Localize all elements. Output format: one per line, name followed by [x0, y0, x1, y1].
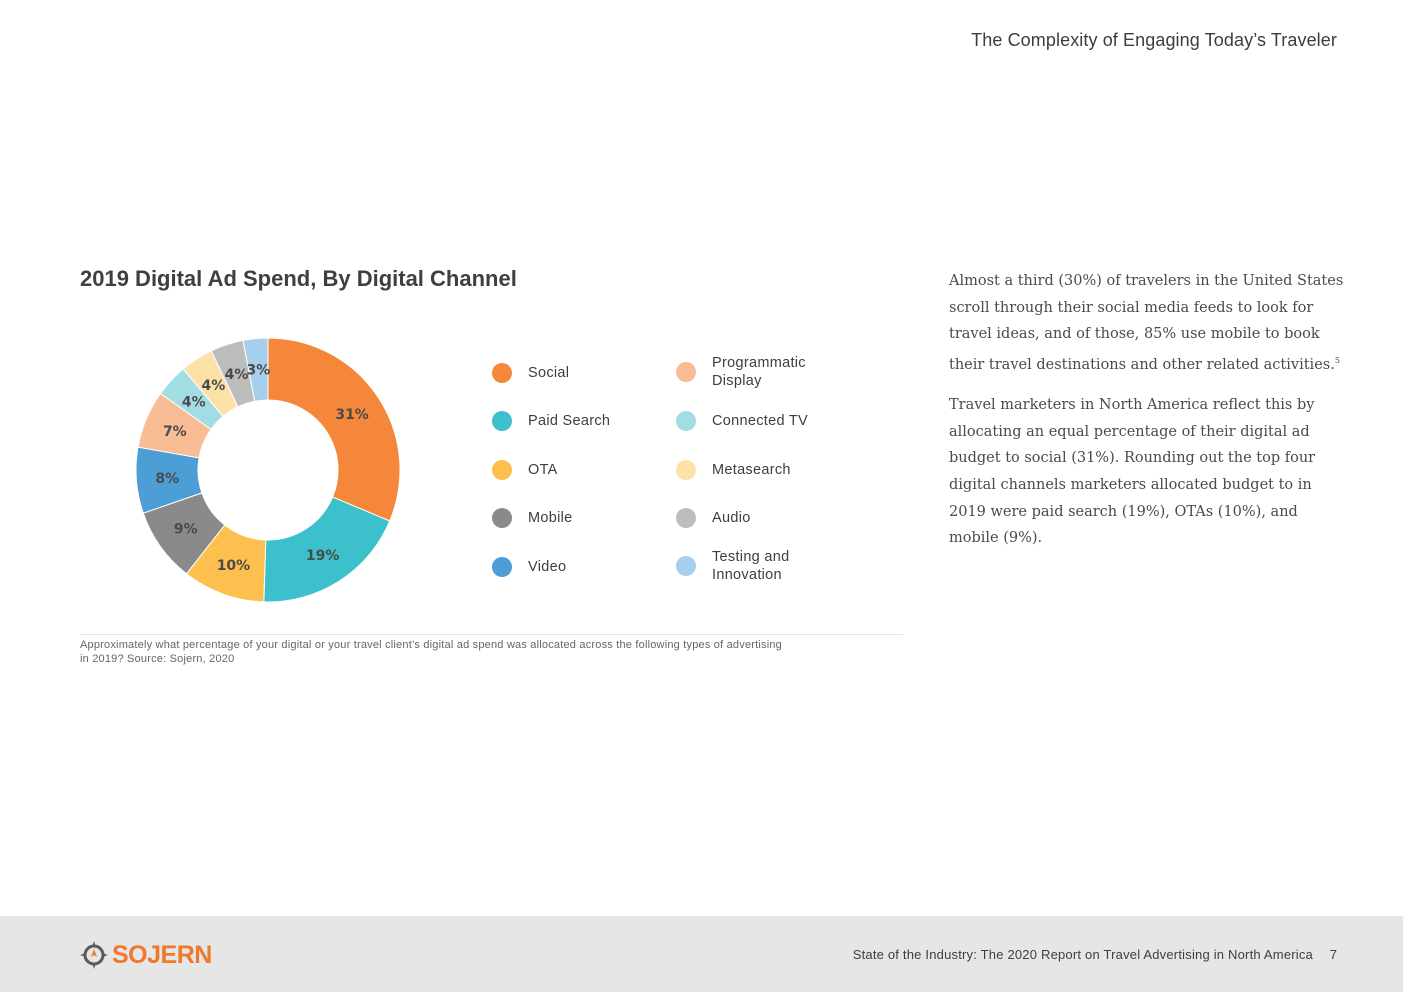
- data-label-testing-and-innovation: 3%: [246, 362, 271, 379]
- logo-wordmark: SOJERN: [112, 940, 212, 969]
- legend-swatch: [676, 362, 696, 382]
- legend-swatch: [676, 411, 696, 431]
- legend-item-audio: [676, 508, 751, 528]
- chart-caption: [80, 638, 810, 666]
- chart-title: 2019 Digital Ad Spend, By Digital Channel: [80, 266, 517, 291]
- caption-line: in 2019? Source: Sojern, 2020: [80, 653, 235, 665]
- legend-item-video: [492, 557, 566, 577]
- legend-item-paid-search: [492, 411, 610, 431]
- page-number: 7: [1329, 947, 1337, 962]
- legend-label: Metasearch: [712, 462, 791, 478]
- page-header-title: The Complexity of Engaging Today’s Traveler: [971, 30, 1337, 50]
- body-paragraph: [949, 268, 1344, 378]
- page-footer: [0, 916, 1403, 992]
- data-label-audio: 4%: [224, 367, 249, 384]
- legend-label: Video: [528, 559, 567, 575]
- data-label-connected-tv: 4%: [181, 394, 206, 411]
- caption-line: Approximately what percentage of your digital or your travel client’s digital ad spend was allocated across the following types of advertising: [80, 639, 783, 651]
- legend-item-programmatic-display: [676, 354, 806, 390]
- legend-label-line: Display: [712, 373, 762, 389]
- footnote-marker: 5: [1334, 355, 1340, 365]
- legend-item-mobile: [492, 508, 573, 528]
- legend-label: [712, 548, 789, 584]
- legend-label: Paid Search: [528, 413, 611, 429]
- legend-item-social: [492, 363, 569, 383]
- legend-label: Mobile: [528, 510, 573, 526]
- legend-item-ota: [492, 460, 558, 480]
- report-title: State of the Industry: The 2020 Report on Travel Advertising in North America: [852, 947, 1313, 962]
- legend-swatch: [492, 411, 512, 431]
- legend-swatch: [492, 557, 512, 577]
- body-copy: [949, 268, 1344, 566]
- legend-label: Social: [528, 365, 570, 381]
- data-label-ota: 10%: [216, 557, 251, 574]
- legend-label: Audio: [712, 510, 751, 526]
- legend-swatch: [676, 556, 696, 576]
- body-paragraph-text: Almost a third (30%) of travelers in the United States scroll through their social media feeds to look for travel ideas, and of those, 85% use mobile to book their travel destinations and other related activities.: [949, 273, 1344, 373]
- legend-item-testing-and-innovation: [676, 548, 789, 584]
- donut-chart: [80, 325, 460, 615]
- legend-swatch: [676, 460, 696, 480]
- legend-swatch: [492, 460, 512, 480]
- sojern-logo: [80, 940, 212, 970]
- legend-swatch: [492, 363, 512, 383]
- legend-label: Connected TV: [712, 413, 809, 429]
- data-label-video: 8%: [155, 471, 180, 488]
- legend-swatch: [492, 508, 512, 528]
- body-paragraph: Travel marketers in North America reflect this by allocating an equal percentage of their digital ad budget to social (31%). Rounding out the top four digital channels marketers allocated budget to in 2019 were paid search (19%), OTAs (10%), and mobile (9%).: [949, 397, 1316, 547]
- data-label-mobile: 9%: [173, 521, 198, 538]
- data-label-programmatic-display: 7%: [162, 423, 187, 440]
- data-label-social: 31%: [335, 407, 369, 424]
- legend-label: [712, 354, 806, 390]
- data-label-metasearch: 4%: [201, 378, 226, 395]
- legend-swatch: [676, 508, 696, 528]
- legend-label-line: Programmatic: [712, 355, 806, 371]
- compass-icon: [80, 940, 108, 970]
- caption-divider: [80, 634, 903, 635]
- legend-item-connected-tv: [676, 411, 808, 431]
- legend-label-line: Testing and: [712, 549, 790, 565]
- legend-label: OTA: [528, 462, 558, 478]
- legend-item-metasearch: [676, 460, 791, 480]
- legend-label-line: Innovation: [712, 567, 782, 583]
- slice-social: [268, 338, 400, 521]
- data-label-paid-search: 19%: [305, 547, 340, 564]
